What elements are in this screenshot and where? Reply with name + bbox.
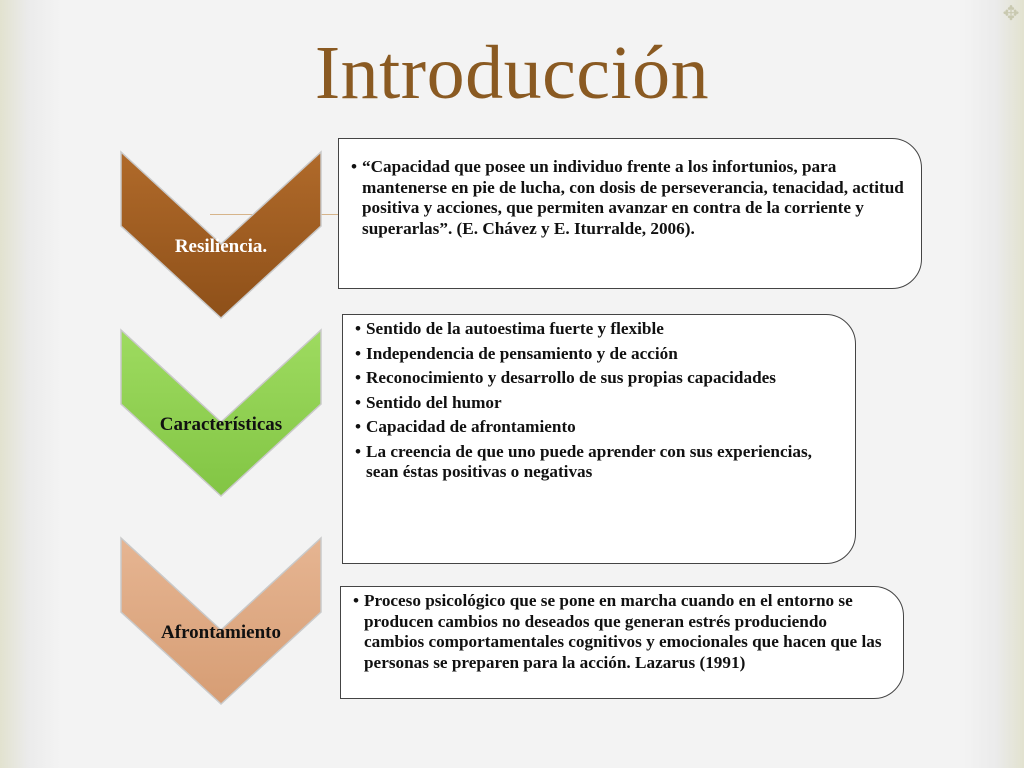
bullet-item: • Sentido del humor	[343, 393, 839, 414]
bullet-item: • Proceso psicológico que se pone en marcha cuando en el entorno se producen cambios no deseados que generan estrés produciendo cambios comportamentales cognitivos y emocionales que hacen que las personas se preparen para la acción. Lazarus (1991)	[341, 591, 887, 673]
chevron-caracteristicas	[118, 326, 324, 498]
bullet-item: • Capacidad de afrontamiento	[343, 417, 839, 438]
chevron-afrontamiento	[118, 534, 324, 706]
chevron-label: Resiliencia.	[174, 236, 268, 257]
bullet-item: • La creencia de que uno puede aprender con sus experiencias, sean éstas positivas o negativas	[343, 442, 839, 483]
slide-title: Introducción	[314, 31, 710, 115]
slide-corner-ornament: ✥	[1002, 1, 1020, 25]
chevron-label: Características	[159, 414, 283, 435]
chevron-label: Afrontamiento	[161, 622, 281, 643]
text-box-caracteristicas	[342, 314, 856, 564]
text-box-resiliencia	[338, 138, 922, 289]
bullet-item: • Sentido de la autoestima fuerte y flexible	[343, 319, 839, 340]
bullet-item: • Reconocimiento y desarrollo de sus propias capacidades	[343, 368, 839, 389]
chevron-resiliencia	[118, 148, 324, 320]
text-box-afrontamiento	[340, 586, 904, 699]
bullet-item: • Independencia de pensamiento y de acción	[343, 344, 839, 365]
bullet-item: • “Capacidad que posee un individuo frente a los infortunios, para mantenerse en pie de lucha, con dosis de perseverancia, tenacidad, actitud positiva y acciones, que permiten avanzar en contra de la corriente y superarlas”. (E. Chávez y E. Iturralde, 2006).	[339, 157, 905, 239]
